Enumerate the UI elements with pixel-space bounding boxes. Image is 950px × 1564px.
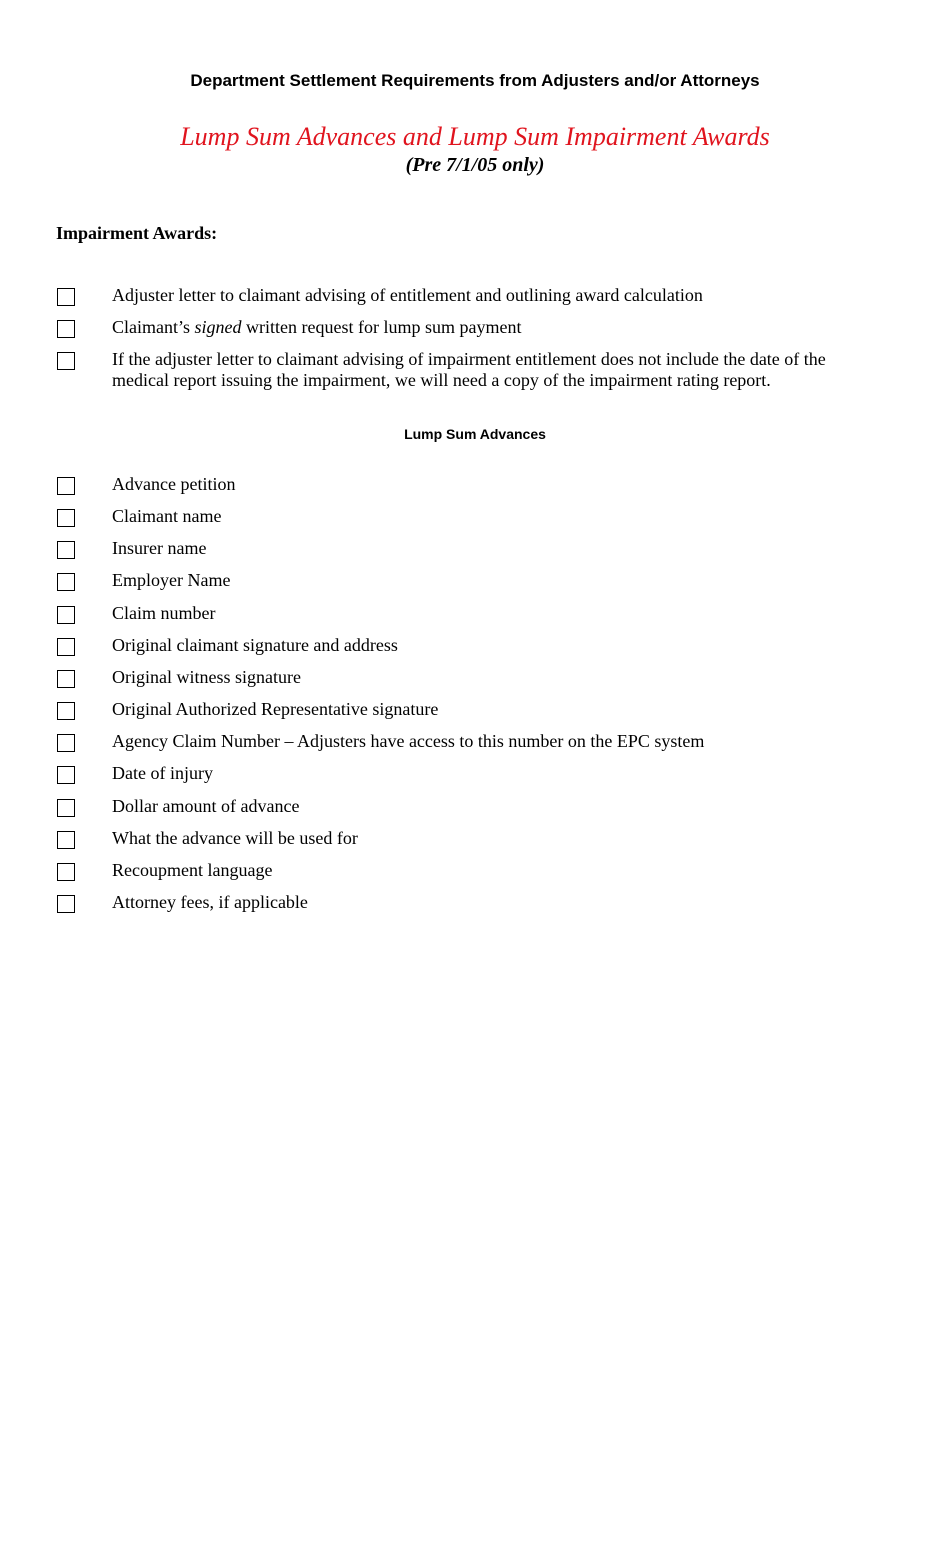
checkbox[interactable] [57, 573, 75, 591]
checklist-item-text: Agency Claim Number – Adjusters have access to this number on the EPC system [112, 731, 705, 751]
document-subtitle: (Pre 7/1/05 only) [405, 154, 545, 176]
checklist-item-text: Recoupment language [112, 860, 273, 880]
checklist-item-text: Original claimant signature and address [112, 635, 398, 655]
checkbox[interactable] [57, 320, 75, 338]
checkbox[interactable] [57, 288, 75, 306]
checkbox[interactable] [57, 766, 75, 784]
checklist-item-text: Dollar amount of advance [112, 796, 300, 816]
checklist-item-text: What the advance will be used for [112, 828, 358, 848]
checklist-item-text: Advance petition [112, 474, 236, 494]
impairment-awards-heading: Impairment Awards: [56, 223, 218, 243]
checklist-item-text: Claim number [112, 603, 216, 623]
checklist-item-text: Original witness signature [112, 667, 301, 687]
checklist-item-text: Attorney fees, if applicable [112, 892, 308, 912]
checkbox[interactable] [57, 863, 75, 881]
checkbox[interactable] [57, 831, 75, 849]
checkbox[interactable] [57, 352, 75, 370]
checklist-item-text: Claimant name [112, 506, 222, 526]
lump-sum-advances-heading: Lump Sum Advances [404, 426, 546, 442]
checklist-item-text: If the adjuster letter to claimant advising of impairment entitlement does not include the date of the medical report issuing the impairment, we will need a copy of the impairment rating report. [112, 349, 826, 390]
checkbox[interactable] [57, 895, 75, 913]
checklist-item-text: Employer Name [112, 570, 231, 590]
checkbox[interactable] [57, 734, 75, 752]
checkbox[interactable] [57, 509, 75, 527]
checkbox[interactable] [57, 541, 75, 559]
checklist-item-text [112, 317, 862, 338]
checklist-item-text: Date of injury [112, 763, 213, 783]
checkbox[interactable] [57, 702, 75, 720]
text-prefix: Claimant’s [112, 317, 195, 337]
checkbox[interactable] [57, 638, 75, 656]
checkbox[interactable] [57, 477, 75, 495]
checkbox[interactable] [57, 606, 75, 624]
text-suffix: written request for lump sum payment [241, 317, 522, 337]
page-header: Department Settlement Requirements from Adjusters and/or Attorneys [190, 71, 760, 90]
checklist-item-text: Original Authorized Representative signature [112, 699, 439, 719]
checkbox[interactable] [57, 799, 75, 817]
checkbox[interactable] [57, 670, 75, 688]
checklist-item-text: Adjuster letter to claimant advising of entitlement and outlining award calculation [112, 285, 703, 305]
text-emphasis: signed [194, 317, 242, 337]
document-title: Lump Sum Advances and Lump Sum Impairment Awards [180, 122, 770, 151]
checklist-item-text: Insurer name [112, 538, 207, 558]
